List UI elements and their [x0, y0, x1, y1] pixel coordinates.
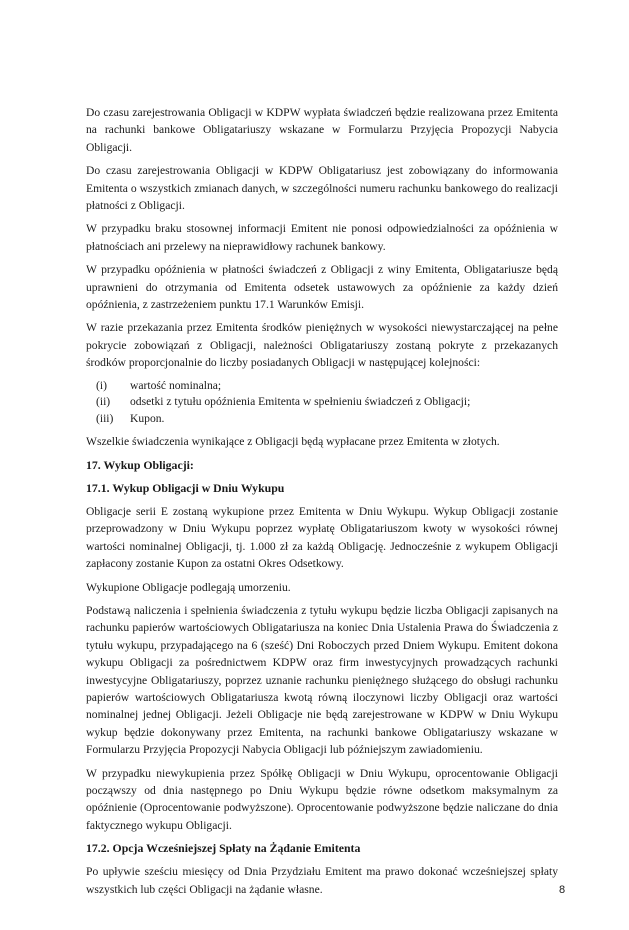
priority-list	[86, 378, 558, 428]
page-content	[86, 104, 558, 904]
paragraph: W przypadku opóźnienia w płatności świadczeń z Obligacji z winy Emitenta, Obligatariusze będą uprawnieni do otrzymania od Emitenta odsetek ustawowych za opóźnienie za każdy dzień opóźnienia, z zastrzeżeniem punktu 17.1 Warunków Emisji.	[86, 263, 558, 312]
list-item	[86, 394, 558, 411]
paragraph: Podstawą naliczenia i spełnienia świadczenia z tytułu wykupu będzie liczba Obligacji zapisanych na rachunku papierów wartościowych Obligatariusza na koniec Dnia Ustalenia Prawa do Świadczenia z tytułu wykupu, przypadającego na 6 (sześć) Dni Roboczych przed Dniem Wykupu. Emitent dokona wykupu Obligacji za pośrednictwem KDPW oraz firm inwestycyjnych prowadzących rachunki inwestycyjne Obligatariuszy, poprzez uznanie rachunku pieniężnego służącego do obsługi rachunku papierów wartościowych Obligatariusza kwotą równą iloczynowi liczby Obligacji oraz wartości nominalnej jednej Obligacji. Jeżeli Obligacje nie będą zarejestrowane w KDPW w Dniu Wykupu wykup będzie dokonywany przez Emitenta, na rachunki bankowe Obligatariuszy wskazane w Formularzu Przyjęcia Propozycji Nabycia Obligacji lub późniejszym zawiadomieniu.	[86, 603, 558, 757]
paragraph: Wykupione Obligacje podlegają umorzeniu.	[86, 580, 291, 594]
list-item	[86, 378, 558, 395]
subsection-heading: 17.1. Wykup Obligacji w Dniu Wykupu	[86, 480, 285, 495]
page-number: 8	[559, 884, 566, 896]
list-item-number: (ii)	[96, 395, 111, 409]
subsection-heading: 17.2. Opcja Wcześniejszej Spłaty na Żądanie Emitenta	[86, 841, 361, 856]
paragraph: W przypadku braku stosownej informacji Emitent nie ponosi odpowiedzialności za opóźnienia w płatnościach ani przelewy na nieprawidłowy rachunek bankowy.	[86, 222, 558, 253]
paragraph: Do czasu zarejestrowania Obligacji w KDPW wypłata świadczeń będzie realizowana przez Emitenta na rachunki bankowe Obligatariuszy wskazane w Formularzu Przyjęcia Propozycji Nabycia Obligacji.	[86, 106, 558, 154]
section-heading: 17. Wykup Obligacji:	[86, 457, 194, 472]
paragraph: W przypadku niewykupienia przez Spółkę Obligacji w Dniu Wykupu, oprocentowanie Obligacji począwszy od dnia następnego po Dniu Wykupu będzie równe odsetkom maksymalnym za opóźnienie (Oprocentowanie podwyższone). Oprocentowanie podwyższone będzie naliczane do dnia faktycznego wykupu Obligacji.	[86, 766, 558, 832]
list-item-text: Kupon.	[130, 411, 165, 425]
paragraph: Po upływie sześciu miesięcy od Dnia Przydziału Emitent ma prawo dokonać wcześniejszej spłaty wszystkich lub części Obligacji na żądanie własne.	[86, 865, 558, 896]
list-item-number: (iii)	[96, 411, 114, 425]
list-item-number: (i)	[96, 378, 107, 392]
list-item-text: wartość nominalna;	[130, 378, 222, 392]
paragraph: Obligacje serii E zostaną wykupione przez Emitenta w Dniu Wykupu. Wykup Obligacji zostanie przeprowadzony w Dniu Wykupu poprzez wypłatę Obligatariuszom kwoty w wysokości równej wartości nominalnej Obligacji, tj. 1.000 zł za każdą Obligację. Jednocześnie z wykupem Obligacji zapłacony zostanie Kupon za ostatni Okres Odsetkowy.	[86, 504, 558, 571]
list-item	[86, 411, 558, 428]
paragraph: Do czasu zarejestrowania Obligacji w KDPW Obligatariusz jest zobowiązany do informowania Emitenta o wszystkich zmianach danych, w szczególności numeru rachunku bankowego do realizacji płatności z Obligacji.	[86, 164, 558, 213]
list-item-text: odsetki z tytułu opóźnienia Emitenta w spełnieniu świadczeń z Obligacji;	[130, 395, 471, 409]
paragraph: W razie przekazania przez Emitenta środków pieniężnych w wysokości niewystarczającej na pełne pokrycie zobowiązań z Obligacji, należności Obligatariuszy zostaną pokryte z przekazanych środków proporcjonalnie do liczby posiadanych Obligacji w następującej kolejności:	[86, 321, 558, 370]
paragraph: Wszelkie świadczenia wynikające z Obligacji będą wypłacane przez Emitenta w złotych.	[86, 435, 500, 449]
